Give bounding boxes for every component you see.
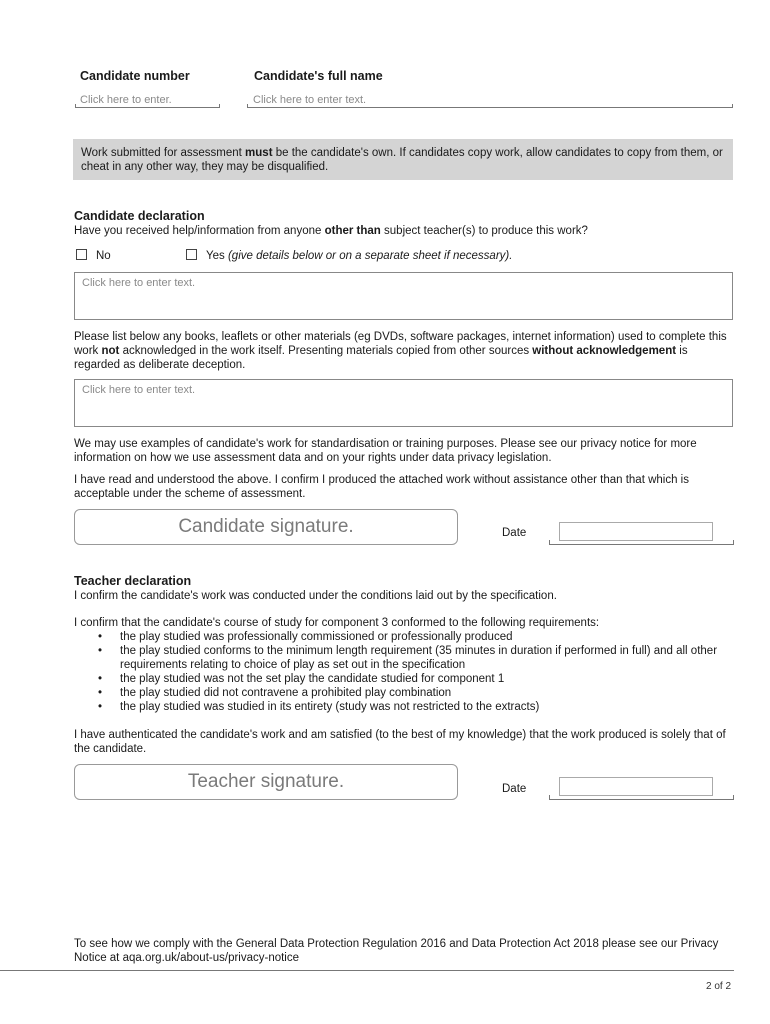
footer-divider [0, 970, 734, 971]
candidate-date-underline [549, 544, 734, 545]
option-yes-label: Yes [206, 250, 225, 262]
teacher-declaration-heading: Teacher declaration [74, 574, 192, 588]
list-item: • the play studied was professionally commissioned or professionally produced [74, 630, 734, 644]
teacher-date-label: Date [502, 783, 527, 795]
materials-placeholder: Click here to enter text. [82, 384, 196, 396]
authenticated-text: I have authenticated the candidate's work and am satisfied (to the best of my knowledge) that the work produced is solely that of the candidate. [74, 729, 726, 755]
teacher-date-tick-right [733, 795, 734, 800]
conditions-text: I confirm the candidate's work was conducted under the conditions laid out by the specification. [74, 590, 557, 602]
materials-input[interactable] [74, 379, 733, 427]
gdpr-notice: To see how we comply with the General Data Protection Regulation 2016 and Data Protection Act 2018 please see our Privacy Notice at aqa.org.uk/about-us/privacy-notice [74, 938, 719, 964]
list-item: • the play studied did not contravene a prohibited play combination [74, 686, 734, 700]
candidate-signature-label: Candidate signature. [178, 516, 354, 537]
notice-must: must [245, 147, 273, 159]
privacy-text: We may use examples of candidate's work for standardisation or training purposes. Please see our privacy notice for more information on how we use assessment data and on your rights under data privacy legislation. [74, 438, 697, 464]
teacher-signature-label: Teacher signature. [187, 771, 345, 792]
disqualification-notice [73, 139, 733, 180]
materials-text-1: Please list below any books, leaflets or other materials (eg DVDs, software packages, internet information) used to complete this work [74, 331, 727, 357]
candidate-declaration-heading: Candidate declaration [74, 209, 205, 223]
no-checkbox[interactable] [76, 249, 87, 260]
candidate-number-field[interactable] [75, 93, 220, 108]
candidate-name-label: Candidate's full name [254, 69, 383, 83]
candidate-signature-field[interactable] [74, 509, 458, 545]
candidate-number-label: Candidate number [80, 69, 190, 83]
help-question [74, 224, 734, 238]
list-item: • the play studied was studied in its entirety (study was not restricted to the extracts) [74, 700, 734, 714]
option-no-label: No [96, 250, 111, 262]
candidate-number-placeholder: Click here to enter. [80, 94, 172, 106]
candidate-date-tick-right [733, 540, 734, 545]
materials-bold-not: not [101, 345, 120, 357]
help-details-input[interactable] [74, 272, 733, 320]
confirm-text: I have read and understood the above. I confirm I produced the attached work without assistance other than that which is acceptable under the scheme of assessment. [74, 474, 689, 500]
materials-text-3: is regarded as deliberate deception. [74, 345, 688, 371]
help-question-bold: other than [324, 225, 381, 237]
notice-text: Work submitted for assessment [81, 147, 246, 159]
materials-bold-without: without acknowledgement [532, 345, 677, 357]
help-question-text: Have you received help/information from anyone [74, 225, 325, 237]
candidate-date-tick-left [549, 540, 550, 545]
list-item: • the play studied conforms to the minimum length requirement (35 minutes in duration if performed in full) and all other requirements relating to choice of play as set out in the specification [74, 644, 734, 672]
materials-text-2: acknowledged in the work itself. Presenting materials copied from other sources [119, 345, 533, 357]
teacher-date-input[interactable] [559, 777, 713, 796]
help-details-placeholder: Click here to enter text. [82, 277, 196, 289]
requirements-list [74, 630, 734, 714]
teacher-date-tick-left [549, 795, 550, 800]
candidate-date-label: Date [502, 527, 527, 539]
option-yes-note: (give details below or on a separate sheet if necessary). [227, 250, 513, 262]
option-yes[interactable] [186, 249, 512, 263]
list-item: • the play studied was not the set play the candidate studied for component 1 [74, 672, 734, 686]
course-text: I confirm that the candidate's course of study for component 3 conformed to the following requirements: [74, 617, 600, 629]
help-question-text-rest: subject teacher(s) to produce this work? [380, 225, 588, 237]
yes-checkbox[interactable] [186, 249, 197, 260]
teacher-date-underline [549, 799, 734, 800]
materials-instructions [74, 330, 734, 372]
candidate-date-input[interactable] [559, 522, 713, 541]
teacher-signature-field[interactable] [74, 764, 458, 800]
candidate-name-field[interactable] [247, 93, 733, 108]
notice-text-rest: be the candidate's own. If candidates copy work, allow candidates to copy from them, or cheat in any other way, they may be disqualified. [81, 147, 723, 173]
candidate-name-placeholder: Click here to enter text. [253, 94, 367, 106]
page-number: 2 of 2 [706, 981, 732, 992]
option-no[interactable] [76, 249, 111, 263]
